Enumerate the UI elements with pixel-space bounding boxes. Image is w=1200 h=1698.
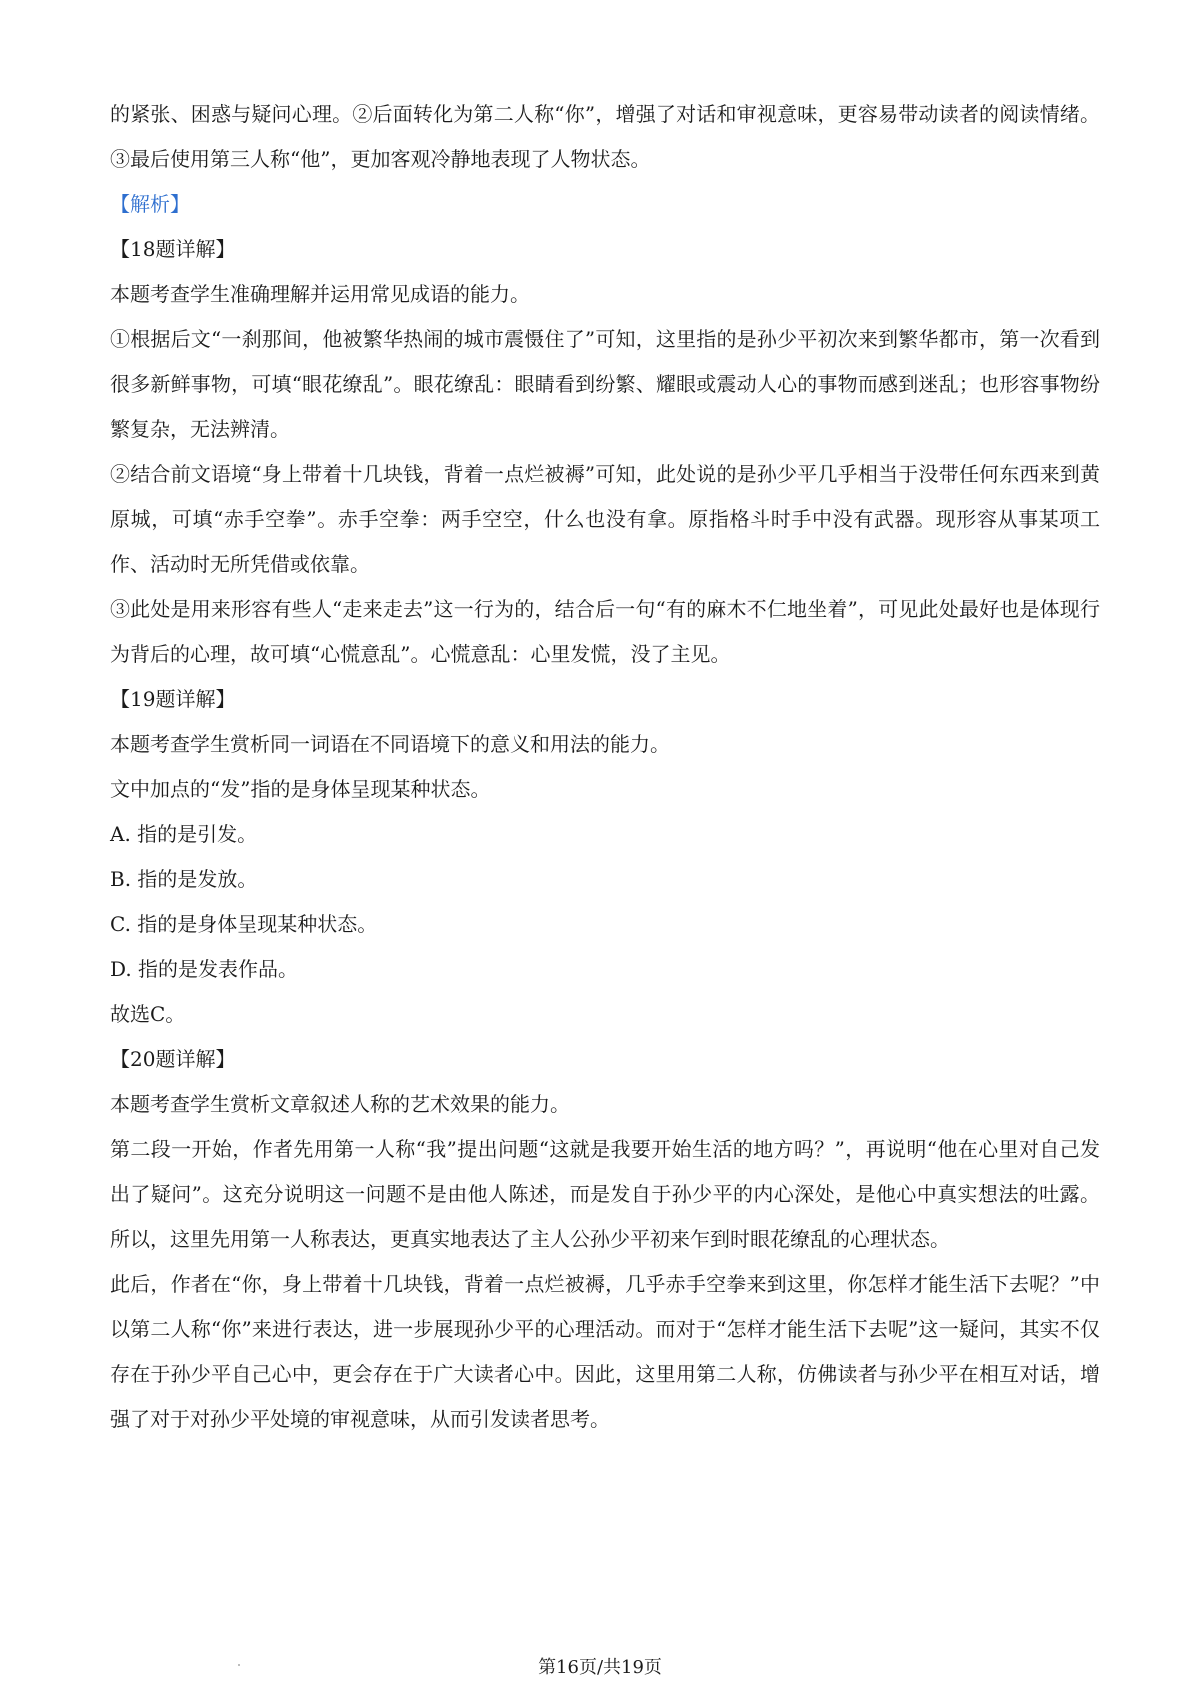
option-a: A. 指的是引发。 bbox=[110, 822, 258, 846]
paragraph: ③此处是用来形容有些人“走来走去”这一行为的，结合后一句“有的麻木不仁地坐着”，可见此处最好也是体现行为背后的心理，故可填“心慌意乱”。心慌意乱：心里发慌，没了主见。 bbox=[110, 597, 1100, 666]
page-footer: 第16页/共19页 bbox=[538, 1657, 662, 1678]
question-18-heading: 【18题详解】 bbox=[110, 237, 236, 261]
question-20-heading: 【20题详解】 bbox=[110, 1047, 236, 1071]
option-b: B. 指的是发放。 bbox=[110, 867, 258, 891]
paragraph-continuation: 的紧张、困惑与疑问心理。②后面转化为第二人称“你”，增强了对话和审视意味，更容易带动读者的阅读情绪。③最后使用第三人称“他”，更加客观冷静地表现了人物状态。 bbox=[110, 102, 1100, 171]
paragraph: 本题考查学生赏析同一词语在不同语境下的意义和用法的能力。 bbox=[110, 732, 670, 756]
paragraph: 此后，作者在“你，身上带着十几块钱，背着一点烂被褥，几乎赤手空拳来到这里，你怎样才能生活下去呢？”中以第二人称“你”来进行表达，进一步展现孙少平的心理活动。而对于“怎样才能生活下去呢”这一疑问，其实不仅存在于孙少平自己心中，更会存在于广大读者心中。因此，这里用第二人称，仿佛读者与孙少平在相互对话，增强了对于对孙少平处境的审视意味，从而引发读者思考。 bbox=[110, 1272, 1100, 1431]
paragraph: 文中加点的“发”指的是身体呈现某种状态。 bbox=[110, 777, 491, 801]
paragraph: 第二段一开始，作者先用第一人称“我”提出问题“这就是我要开始生活的地方吗？”，再说明“他在心里对自己发出了疑问”。这充分说明这一问题不是由他人陈述，而是发自于孙少平的内心深处，是他心中真实想法的吐露。所以，这里先用第一人称表达，更真实地表达了主人公孙少平初来乍到时眼花缭乱的心理状态。 bbox=[110, 1137, 1100, 1251]
analysis-heading: 【解析】 bbox=[110, 192, 190, 216]
paragraph: ②结合前文语境“身上带着十几块钱，背着一点烂被褥”可知，此处说的是孙少平几乎相当于没带任何东西来到黄原城，可填“赤手空拳”。赤手空拳：两手空空，什么也没有拿。原指格斗时手中没有武器。现形容从事某项工作、活动时无所凭借或依靠。 bbox=[110, 462, 1100, 576]
paragraph: 本题考查学生准确理解并运用常见成语的能力。 bbox=[110, 282, 530, 306]
option-c: C. 指的是身体呈现某种状态。 bbox=[110, 912, 378, 936]
paragraph: 本题考查学生赏析文章叙述人称的艺术效果的能力。 bbox=[110, 1092, 570, 1116]
question-19-heading: 【19题详解】 bbox=[110, 687, 236, 711]
paragraph: ①根据后文“一刹那间，他被繁华热闹的城市震慑住了”可知，这里指的是孙少平初次来到繁华都市，第一次看到很多新鲜事物，可填“眼花缭乱”。眼花缭乱：眼睛看到纷繁、耀眼或震动人心的事物而感到迷乱；也形容事物纷繁复杂，无法辨清。 bbox=[110, 327, 1100, 441]
page-content bbox=[110, 92, 1100, 1442]
option-d: D. 指的是发表作品。 bbox=[110, 957, 299, 981]
answer: 故选C。 bbox=[110, 1002, 186, 1026]
